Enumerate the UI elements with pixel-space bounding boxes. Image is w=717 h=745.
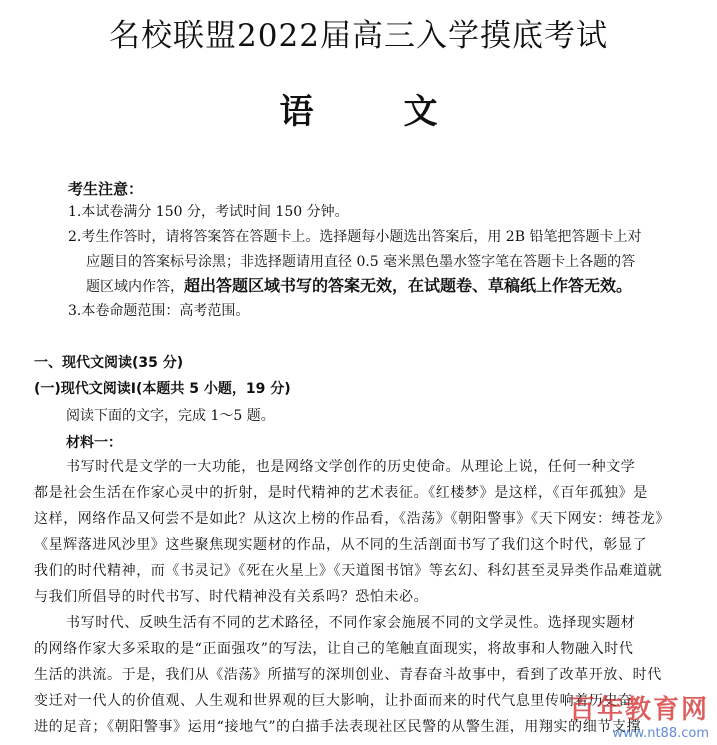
notice-heading: 考生注意： — [68, 180, 144, 198]
notice-item-3: 3.本卷命题范围：高考范围。 — [68, 303, 250, 319]
passage-line: 《星辉落进风沙里》这些聚焦现实题材的作品，从不同的生活剖面书写了我们这个时代，彰显了 — [34, 537, 648, 553]
passage-line: 书写时代、反映生活有不同的艺术路径，不同作家会施展不同的文学灵性。选择现实题材 — [66, 615, 636, 631]
passage-line: 的网络作家大多采取的是“正面强攻”的写法，让自己的笔触直面现实，将故事和人物融入时代 — [34, 641, 634, 657]
notice-item-2-line-2: 应题目的答案标号涂黑；非选择题请用直径 0.5 毫米黑色墨水签字笔在答题卡上各题的答 — [86, 254, 636, 270]
section-instruction: 阅读下面的文字，完成 1～5 题。 — [66, 408, 275, 424]
exam-title: 名校联盟2022届高三入学摸底考试 — [109, 18, 608, 54]
notice-item-1: 1.本试卷满分 150 分，考试时间 150 分钟。 — [68, 204, 349, 220]
passage-line: 进的足音；《朝阳警事》运用“接地气”的白描手法表现社区民警的从警生涯，用翔实的细节支撑 — [34, 719, 642, 735]
passage-line: 这样，网络作品又何尝不是如此？从这次上榜的作品看，《浩荡》《朝阳警事》《天下网安：缚苍龙》 — [34, 511, 670, 527]
watermark-logo — [569, 689, 709, 741]
material-label: 材料一： — [66, 435, 122, 451]
passage-line: 都是社会生活在作家心灵中的折射，是时代精神的艺术表征。《红楼梦》是这样，《百年孤独》是 — [34, 485, 648, 501]
passage-line: 与我们所倡导的时代书写、时代精神没有关系吗？恐怕未必。 — [34, 589, 429, 605]
section-title: 一、现代文阅读(35 分) — [34, 355, 184, 371]
notice-item-2-line-3 — [86, 276, 632, 297]
passage-line: 我们的时代精神，而《书灵记》《死在火星上》《天道图书馆》等玄幻、科幻甚至灵异类作品难道就 — [34, 563, 663, 579]
notice-emphasis: 超出答题区域书写的答案无效，在试题卷、草稿纸上作答无效。 — [184, 276, 633, 295]
passage-line: 生活的洪流。于是，我们从《浩荡》所描写的深圳创业、青春奋斗故事中，看到了改革开放、时代 — [34, 667, 662, 683]
notice-item-2-line-1: 2.考生作答时，请将答案答在答题卡上。选择题每小题选出答案后，用 2B 铅笔把答题卡上对 — [68, 229, 642, 245]
notice-item-2-line-3-normal: 题区域内作答， — [86, 279, 184, 295]
passage-line: 书写时代是文学的一大功能，也是网络文学创作的历史使命。从理论上说，任何一种文学 — [66, 459, 636, 475]
watermark-text: 百年教育网 — [568, 695, 709, 725]
section-subtitle: (一)现代文阅读Ⅰ(本题共 5 小题，19 分) — [34, 381, 291, 397]
subject-title: 语文 — [279, 92, 528, 132]
watermark-url: www.nt88.com — [612, 726, 709, 741]
passage-line: 变迁对一代人的价值观、人生观和世界观的巨大影响，让扑面而来的时代气息里传响着历史奋 — [34, 693, 633, 709]
